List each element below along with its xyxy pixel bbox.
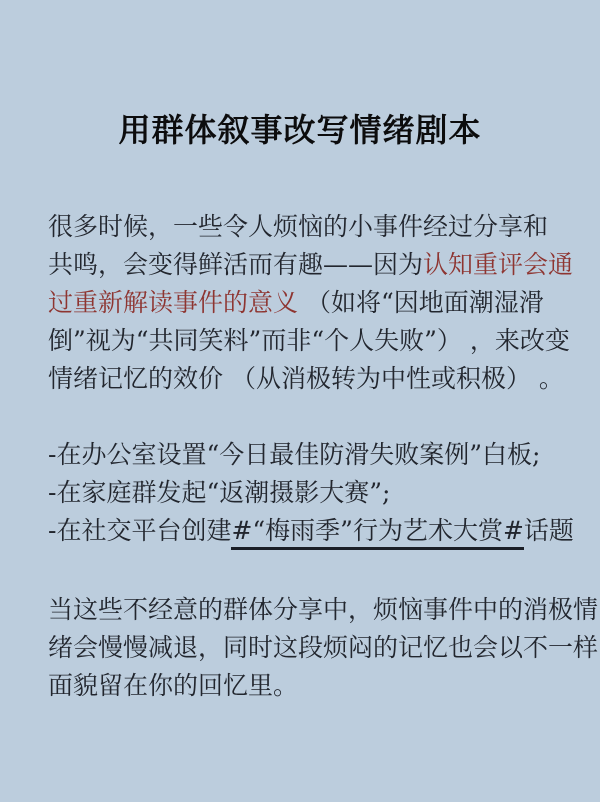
closing-paragraph bbox=[48, 591, 599, 705]
text-line bbox=[48, 667, 568, 705]
text-segment: 当这些不经意的群体分享中，烦恼事件中的消极情 bbox=[48, 595, 599, 624]
text-line bbox=[48, 591, 599, 629]
action-list bbox=[48, 436, 574, 550]
text-segment: -在家庭群发起“返潮摄影大赛”; bbox=[48, 478, 391, 507]
text-line bbox=[48, 246, 574, 284]
text-line bbox=[48, 360, 568, 398]
intro-paragraph bbox=[48, 208, 574, 398]
highlighted-red-text: 认知重评会通 bbox=[423, 250, 574, 279]
text-segment: （如将“因地面潮湿滑 bbox=[298, 288, 544, 317]
note-body bbox=[48, 208, 599, 705]
text-segment: 绪会慢慢减退，同时这段烦闷的记忆也会以不一样 bbox=[48, 633, 599, 662]
text-line bbox=[48, 629, 599, 667]
text-line bbox=[48, 284, 568, 322]
text-segment: 倒”视为“共同笑料”而非“个人失败”） ，来改变 bbox=[48, 326, 570, 355]
text-line bbox=[48, 436, 568, 474]
underlined-hashtag: #“梅雨季”行为艺术大赏# bbox=[231, 516, 523, 550]
text-line bbox=[48, 474, 568, 512]
text-segment: 情绪记忆的效价 （从消极转为中性或积极） 。 bbox=[48, 364, 564, 393]
text-segment: 很多时候，一些令人烦恼的小事件经过分享和 bbox=[48, 212, 549, 241]
text-segment: 共鸣，会变得鲜活而有趣——因为 bbox=[48, 250, 424, 279]
text-segment: 面貌留在你的回忆里。 bbox=[48, 671, 299, 700]
text-segment: -在社交平台创建 bbox=[48, 516, 232, 545]
text-line bbox=[48, 322, 568, 360]
text-line bbox=[48, 208, 568, 246]
page-title: 用群体叙事改写情绪剧本 bbox=[118, 111, 482, 149]
text-segment: -在办公室设置“今日最佳防滑失败案例”白板; bbox=[48, 440, 541, 469]
highlighted-red-text: 过重新解读事件的意义 bbox=[48, 288, 299, 317]
text-line bbox=[48, 512, 574, 550]
text-segment: 话题 bbox=[523, 516, 574, 545]
